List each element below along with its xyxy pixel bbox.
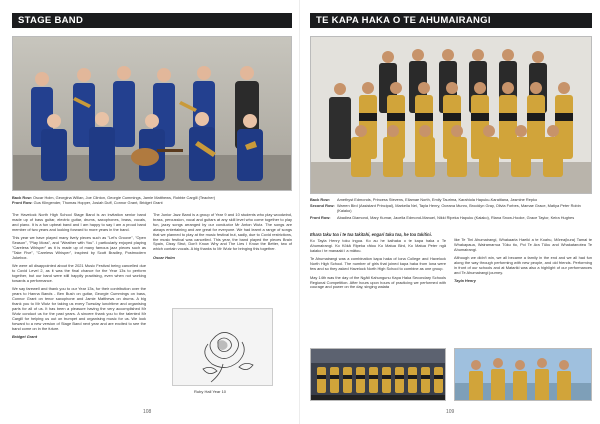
page-number: 108 (143, 409, 152, 415)
stage-band-article (12, 213, 146, 340)
caption-row (310, 198, 592, 203)
junior-jazz-article (153, 213, 292, 261)
right-page (300, 0, 600, 424)
kapa-haka-caption (310, 198, 592, 222)
page-number: 109 (446, 409, 455, 415)
caption-row-label: Second Row: (310, 203, 335, 209)
paragraph: Te Ahumairangi was a combination kapa haka of Iona College and Havelock North High School. The number of girls that joined kapa haka from Iona were few and so they asked Havelock North High School to combine as one group. (310, 256, 446, 272)
caption-row-names: Amethyst Edmonds, Princess Stevens, Ellamae North, Emily Taurima, Karahiola Hapuku-Karaitiana, Jasmine Repko (337, 197, 538, 202)
kapa-haka-article-cont (454, 238, 592, 284)
stage-band-photo-graphic (13, 37, 292, 191)
front-row-label: Front Row: (12, 199, 33, 205)
paragraph: Ko Tayla Henry toku ingoa. Ko au he kaihaka o te kapa haka o Te Ahumairangi. Ko Kōkā Ripeka rātou Ko Matua Bird, Ko Matua Peter ngā kaiako i te manaaki i a mātou. (310, 238, 446, 254)
paragraph: We were all disappointed about the 2021 Music Festival being cancelled due to Covid Level 2, as it was the final chance for the Year 13s to perform together, but our band were still happily practising, even when not working towards a performance. (12, 263, 146, 283)
stage-band-banner: STAGE BAND (12, 13, 292, 28)
caption-row-label: Back Row: (310, 197, 330, 202)
author-signature: Oscar Holm (153, 254, 175, 260)
paragraph: May 14th was the day of the Ngāti Kahungunu Kapa Haka Secondary Schools Regional Competition. After hours upon hours of practicing we performed with courage and power on the day, singing waiata (310, 274, 446, 290)
paragraph: The Junior Jazz Band is a group of Year 9 and 10 students who play woodwind, brass, percussion, vocal and guitars at any skill level who come together to play fun, jazzy songs arranged by our conductor Mr Anton Wutz. The songs are always entertaining and are great for everyone. We had learnt a range of songs that we planned to play at the music festival but, sadly, due to Covid restrictions, the music festival was cancelled. This year, the band played the pieces Brain Spain, Cissy Strut, Don't Know Why and The Lies I Know the Better, two of which contain vocals. A big thanks to Mr Wutz for bringing this together. (153, 212, 292, 252)
performance-photo (310, 348, 446, 401)
caption-row-names: Warren Bird (Assistant Principal), Markella Nel, Tayla Henry, Oceana Munro, Brooklyn Gray, Olivia Forbes, Mamae Grace, Matiya Peter Robin (Kaiako) (337, 203, 581, 214)
stage-band-caption (12, 196, 292, 206)
front-row-names: Gus Klingender, Thomas Hopper, Josiah Duff, Connor Grant, Bridget Grant (33, 199, 163, 205)
back-row-names: Oscar Holm, Georgina Willan, Joe Clinton, Georgie Cummings, Jamie Matthews, Robbie Cargill (Teacher) (32, 195, 216, 200)
girls-photo-graphic (455, 349, 592, 401)
caption-row-label: Front Row: (310, 214, 331, 220)
back-row-label: Back Row: (12, 195, 32, 200)
paragraph: like Te Tini Ahumairangi, Whakaaria Haeiki a te Koahu, Mōrea(kura) Tamai te Whakapaua, Wairamarrua Tūku tio, Poi Te Ara Tūku and Whakatanotea Te Ahumairangi. (454, 237, 592, 252)
girls-photo (454, 348, 592, 401)
caption-row (310, 204, 592, 214)
kapa-haka-photo (310, 36, 592, 194)
paragraph: The Havelock North High School Stage Band is an invitation senior band made up of bass guitar, electric guitar, drums, saxophones, brass, vocals, and piano. It is a fun upbeat band and I am happy to say I am a proud band member of two years and looking forward to more years in the band. (12, 212, 146, 232)
rose-drawing-graphic (173, 309, 273, 386)
kapa-haka-article (310, 232, 446, 294)
paragraph: Although we didn't win, we all became a family in the end and we all had fun along the way through performing with new people, and old friends. Performing in front of our schools and at Matariki was also a highlight of our performances and Te Ahumairangi journey. (454, 255, 592, 275)
kapa-haka-photo-graphic (311, 37, 592, 194)
paragraph: We say farewell and thank you to our Year 13s, for their contribution over the years to Hanna Bands - Ben Bush on guitar, Georgie Cummings on bass, Connor Grant on tenor saxophone and Jamie Matthews on drums. A big thank you to Mr Wutz for taking us every Tuesday lunchtime and organising parts for all of us. It has been a pleasure having the very accomplished Mr Wutz conduct us for the past years. A sincere thank you to the talented Mr Cargill for helping us out on trumpet and organising music for us. We look forward to a new version of Stage Band next year and are excited to see the band come on in the future. (12, 286, 146, 331)
caption-row (310, 216, 592, 221)
performance-photo-graphic (311, 349, 446, 401)
author-signature: Tayla Henry (454, 278, 476, 284)
kapa-haka-banner: TE KAPA HAKA O TE AHUMAIRANGI (310, 13, 592, 28)
author-signature: Bridget Grant (12, 333, 38, 339)
caption-row-names: Abadiea Diamond, Mary Kumar, Jacella Edmond-Manuel, Nikki Ripeka Hapuku (Kaiako), Riana Snow-Hooke, Grace Taylor, Keira Hughes (337, 214, 575, 220)
paragraph: This year we have played many lively pieces such as "Let's Groove", "Open Season", "Play Moss", and "Weather with You". I particularly enjoyed playing "Careless Whisper" as it is made up of many famous jazz pieces such as "Take Five", "Careless Whisper", inspired by Scott Bradley, Postmodern Jukebox. (12, 235, 146, 260)
whakatauki-heading: Ehara taku toa i te toa takitahi, engari taku toa, he toa takitini. (310, 232, 432, 237)
drawing-caption: Ruby Hall Year 10 (194, 389, 227, 394)
stage-band-photo (12, 36, 292, 191)
rose-drawing (172, 308, 273, 386)
